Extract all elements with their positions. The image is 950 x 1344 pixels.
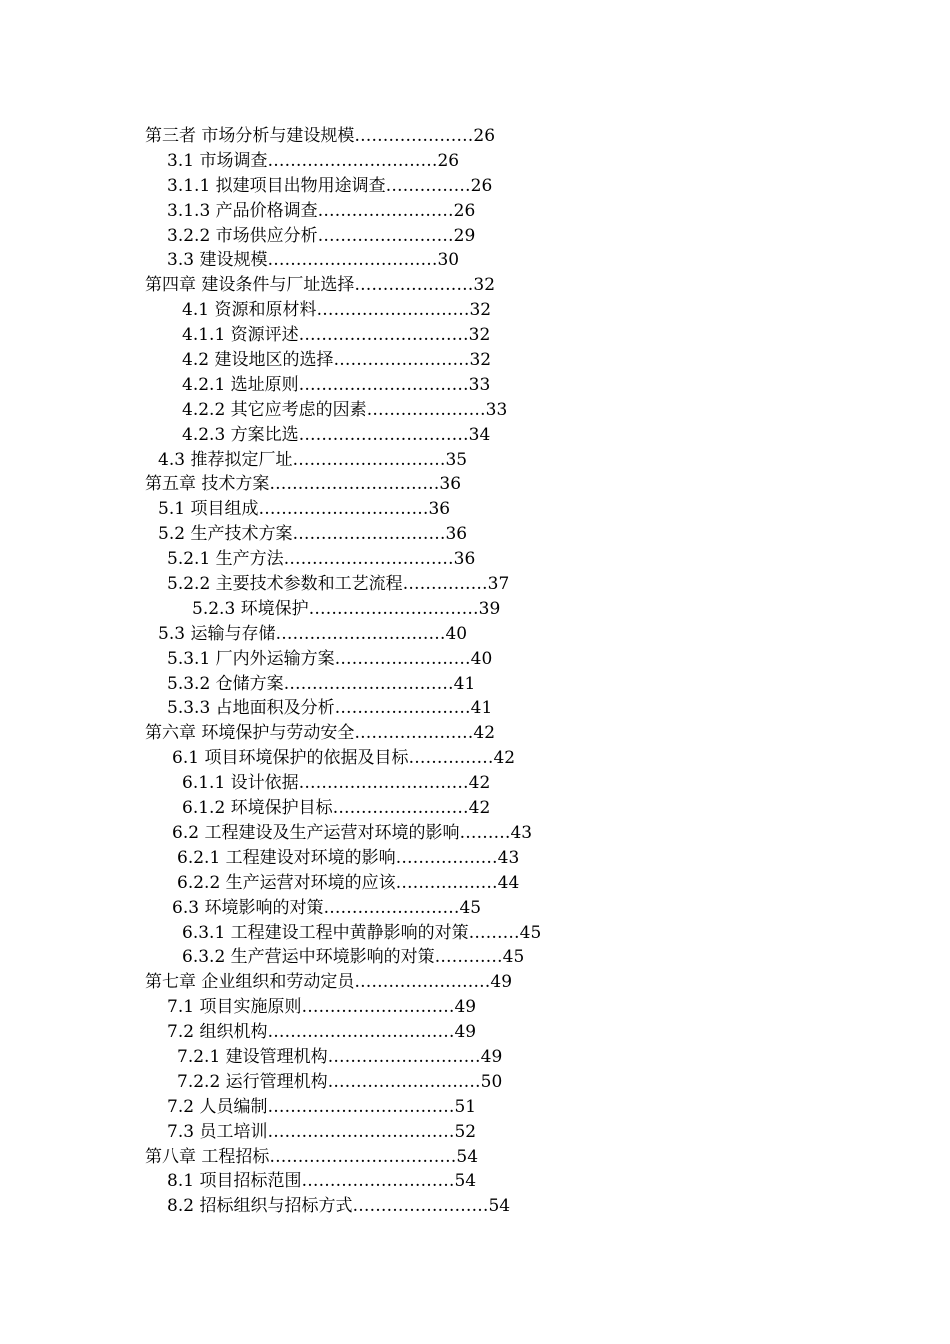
toc-entry-3-3[interactable] [0, 248, 950, 273]
toc-entry-4-2-3[interactable] [0, 423, 950, 448]
toc-entry-6-1-2[interactable] [0, 796, 950, 821]
table-of-contents [0, 124, 950, 1219]
toc-entry-5-2-2[interactable] [0, 572, 950, 597]
toc-entry-4-2[interactable] [0, 348, 950, 373]
toc-entry-6-3[interactable] [0, 896, 950, 921]
toc-entry-3-2-2[interactable] [0, 224, 950, 249]
toc-line-text: 5.3.3 占地面积及分析……………………41 [167, 698, 493, 719]
toc-line-text: 第七章 企业组织和劳动定员……………………49 [145, 972, 513, 993]
toc-line-text: 3.3 建设规模…………………………30 [167, 250, 460, 271]
toc-line-text: 6.2.1 工程建设对环境的影响………………43 [177, 847, 520, 868]
toc-line-text: 6.3.2 生产营运中环境影响的对策…………45 [182, 947, 525, 968]
toc-line-text: 4.2.2 其它应考虑的因素…………………33 [182, 399, 508, 420]
toc-chapter-3[interactable] [0, 124, 950, 149]
toc-entry-4-3[interactable] [0, 448, 950, 473]
toc-line-text: 4.2 建设地区的选择……………………32 [182, 350, 492, 371]
toc-line-text: 7.1 项目实施原则………………………49 [167, 997, 477, 1018]
toc-entry-5-2-3[interactable] [0, 597, 950, 622]
toc-line-text: 3.1.1 拟建项目出物用途调查……………26 [167, 175, 493, 196]
toc-entry-7-2[interactable] [0, 1020, 950, 1045]
toc-entry-6-1-1[interactable] [0, 771, 950, 796]
toc-entry-5-3-1[interactable] [0, 647, 950, 672]
toc-entry-7-3[interactable] [0, 1120, 950, 1145]
toc-line-text: 4.1.1 资源评述…………………………32 [182, 325, 491, 346]
toc-entry-6-3-1[interactable] [0, 921, 950, 946]
toc-line-text: 8.1 项目招标范围………………………54 [167, 1171, 477, 1192]
toc-line-text: 5.2.1 生产方法…………………………36 [167, 549, 476, 570]
toc-entry-7-2b[interactable] [0, 1095, 950, 1120]
toc-entry-3-1-3[interactable] [0, 199, 950, 224]
toc-line-text: 4.2.1 选址原则…………………………33 [182, 374, 491, 395]
toc-chapter-7[interactable] [0, 970, 950, 995]
toc-entry-3-1[interactable] [0, 149, 950, 174]
toc-line-text: 4.1 资源和原材料………………………32 [182, 300, 492, 321]
toc-line-text: 第八章 工程招标……………………………54 [145, 1146, 479, 1167]
toc-chapter-6[interactable] [0, 721, 950, 746]
toc-chapter-4[interactable] [0, 273, 950, 298]
toc-line-text: 6.1.2 环境保护目标……………………42 [182, 798, 491, 819]
toc-entry-5-3-3[interactable] [0, 696, 950, 721]
toc-line-text: 5.2.3 环境保护…………………………39 [192, 598, 501, 619]
toc-chapter-5[interactable] [0, 472, 950, 497]
toc-line-text: 5.2.2 主要技术参数和工艺流程……………37 [167, 574, 510, 595]
toc-line-text: 6.3.1 工程建设工程中黄静影响的对策………45 [182, 922, 542, 943]
toc-entry-8-2[interactable] [0, 1194, 950, 1219]
toc-line-text: 第六章 环境保护与劳动安全…………………42 [145, 723, 496, 744]
toc-line-text: 6.1.1 设计依据…………………………42 [182, 773, 491, 794]
toc-entry-6-2-2[interactable] [0, 871, 950, 896]
toc-entry-5-3-2[interactable] [0, 672, 950, 697]
toc-entry-6-2-1[interactable] [0, 846, 950, 871]
toc-entry-7-2-1[interactable] [0, 1045, 950, 1070]
toc-entry-7-1[interactable] [0, 995, 950, 1020]
toc-line-text: 5.3.1 厂内外运输方案……………………40 [167, 648, 493, 669]
toc-line-text: 7.2 组织机构……………………………49 [167, 1022, 477, 1043]
toc-line-text: 5.3.2 仓储方案…………………………41 [167, 673, 476, 694]
toc-entry-5-2[interactable] [0, 522, 950, 547]
toc-line-text: 7.2.2 运行管理机构………………………50 [177, 1071, 503, 1092]
toc-line-text: 第五章 技术方案…………………………36 [145, 474, 462, 495]
toc-entry-4-1-1[interactable] [0, 323, 950, 348]
toc-line-text: 3.1.3 产品价格调查……………………26 [167, 200, 476, 221]
toc-line-text: 第四章 建设条件与厂址选择…………………32 [145, 275, 496, 296]
toc-line-text: 3.1 市场调查…………………………26 [167, 150, 460, 171]
toc-entry-3-1-1[interactable] [0, 174, 950, 199]
toc-line-text: 5.2 生产技术方案………………………36 [158, 524, 468, 545]
toc-line-text: 8.2 招标组织与招标方式……………………54 [167, 1196, 511, 1217]
toc-entry-6-3-2[interactable] [0, 945, 950, 970]
toc-entry-6-1[interactable] [0, 746, 950, 771]
toc-entry-5-1[interactable] [0, 497, 950, 522]
toc-line-text: 4.3 推荐拟定厂址………………………35 [158, 449, 468, 470]
toc-entry-6-2[interactable] [0, 821, 950, 846]
toc-line-text: 6.2 工程建设及生产运营对环境的影响………43 [172, 822, 533, 843]
toc-entry-7-2-2[interactable] [0, 1070, 950, 1095]
toc-line-text: 3.2.2 市场供应分析……………………29 [167, 225, 476, 246]
toc-chapter-8[interactable] [0, 1145, 950, 1170]
toc-line-text: 5.3 运输与存储…………………………40 [158, 623, 468, 644]
toc-line-text: 7.2 人员编制……………………………51 [167, 1096, 477, 1117]
toc-entry-4-1[interactable] [0, 298, 950, 323]
toc-line-text: 7.3 员工培训……………………………52 [167, 1121, 477, 1142]
toc-line-text: 6.2.2 生产运营对环境的应该………………44 [177, 872, 520, 893]
toc-entry-5-3[interactable] [0, 622, 950, 647]
toc-entry-5-2-1[interactable] [0, 547, 950, 572]
toc-line-text: 6.3 环境影响的对策……………………45 [172, 897, 482, 918]
toc-entry-4-2-2[interactable] [0, 398, 950, 423]
toc-line-text: 5.1 项目组成…………………………36 [158, 499, 451, 520]
toc-line-text: 6.1 项目环境保护的依据及目标……………42 [172, 748, 516, 769]
toc-entry-8-1[interactable] [0, 1169, 950, 1194]
toc-line-text: 4.2.3 方案比选…………………………34 [182, 424, 491, 445]
toc-entry-4-2-1[interactable] [0, 373, 950, 398]
toc-line-text: 7.2.1 建设管理机构………………………49 [177, 1046, 503, 1067]
toc-line-text: 第三者 市场分析与建设规模…………………26 [145, 126, 496, 146]
